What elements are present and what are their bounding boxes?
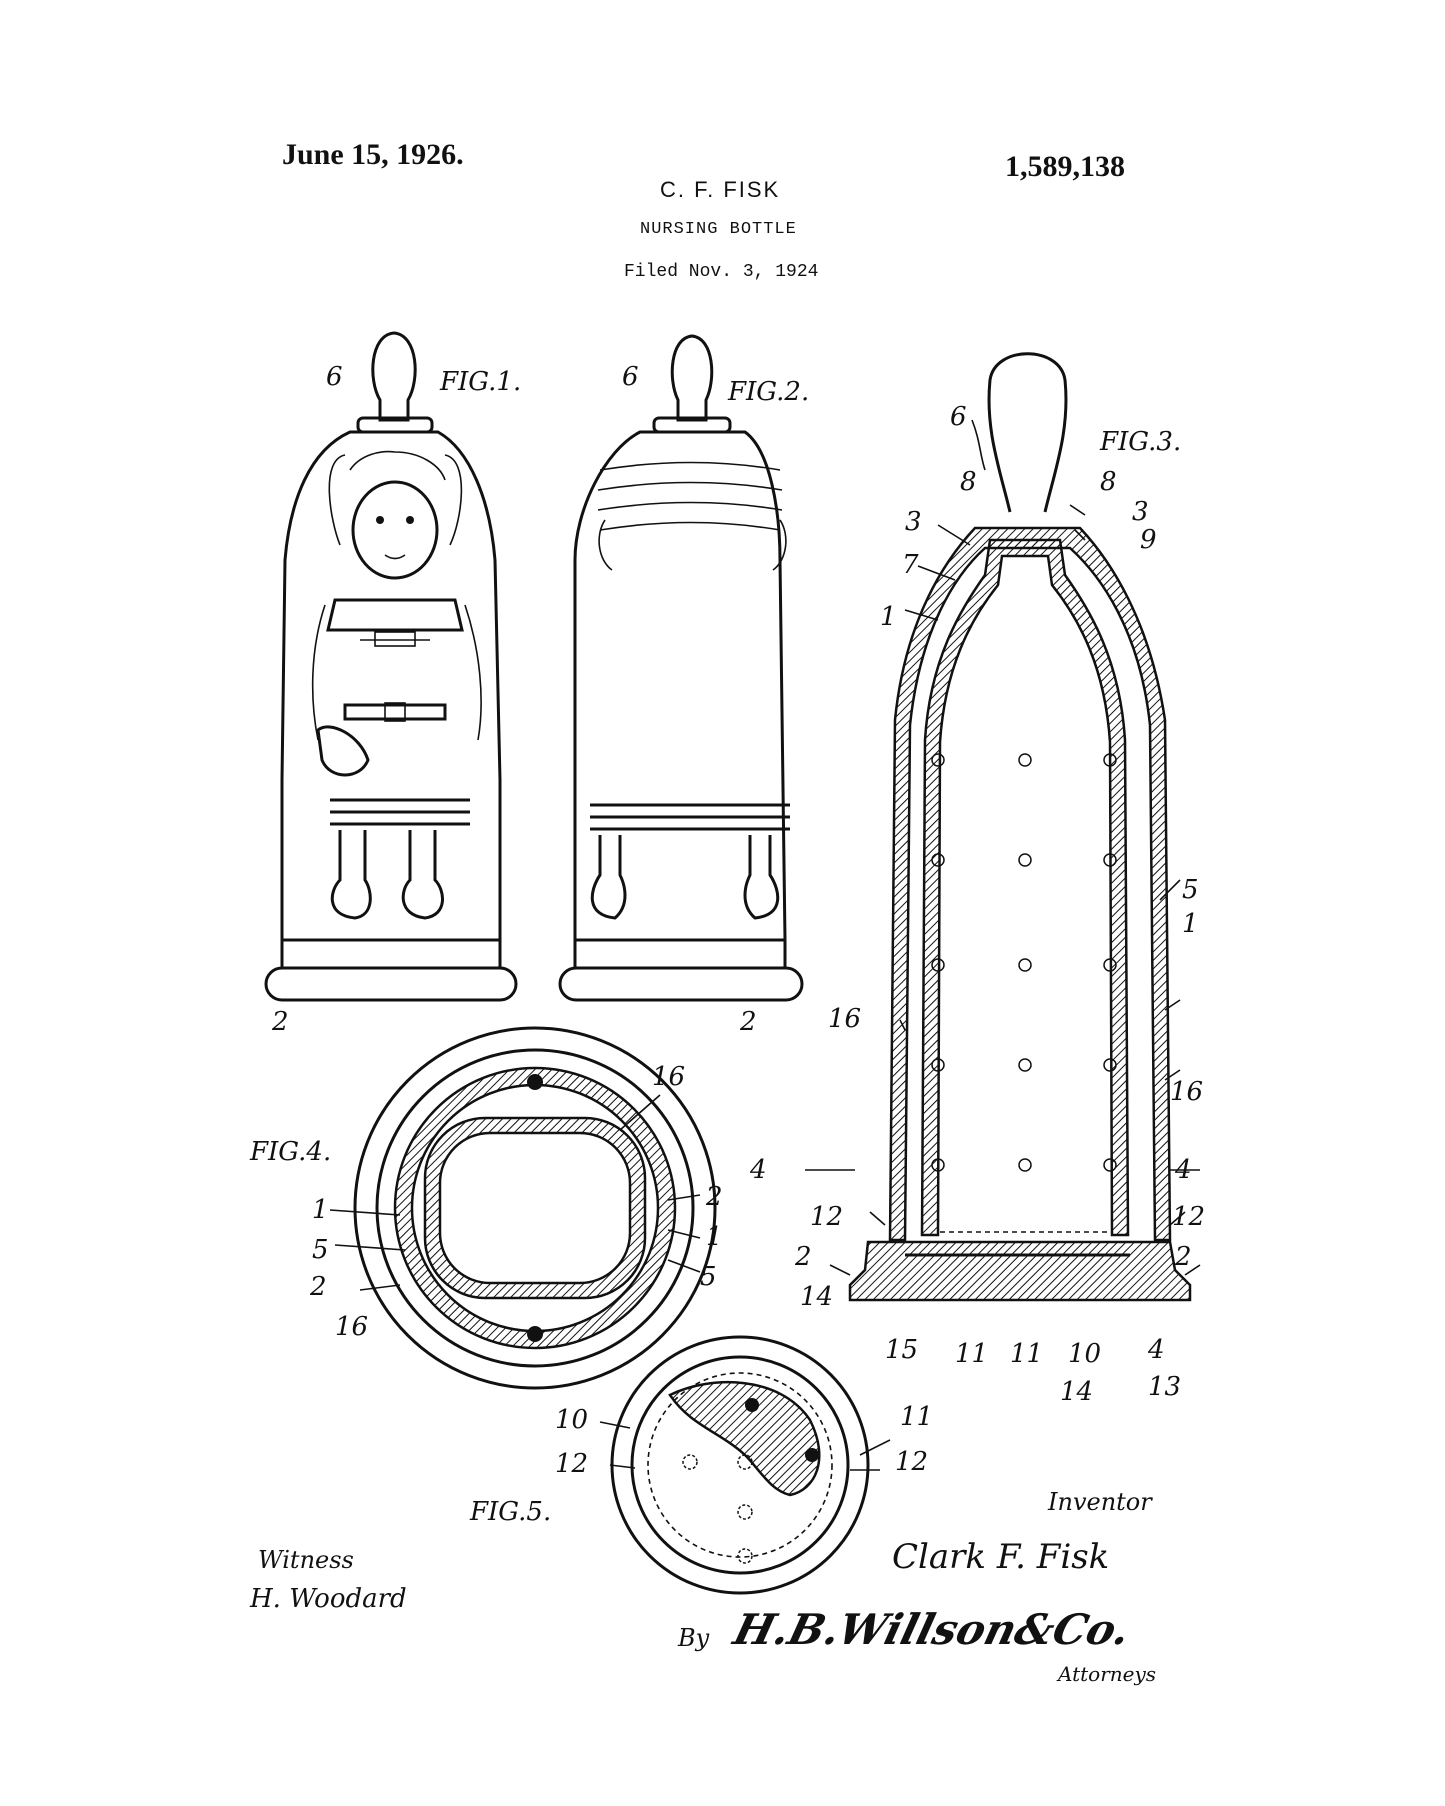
- fig3-ref-2a: 2: [795, 1242, 812, 1272]
- witness-name: H. Woodard: [250, 1584, 407, 1614]
- fig3-ref-15: 15: [885, 1335, 919, 1365]
- fig3-ref-4b: 4: [1175, 1155, 1192, 1185]
- fig3-ref-4a: 4: [750, 1155, 767, 1185]
- fig4-ref-1b: 1: [706, 1222, 723, 1252]
- fig4-ref-1a: 1: [312, 1195, 329, 1225]
- patent-date: June 15, 1926.: [282, 138, 464, 171]
- inventor-label: Inventor: [1048, 1488, 1152, 1516]
- inventor-short-name: C. F. FISK: [660, 177, 781, 202]
- fig4-label: FIG.4.: [250, 1137, 332, 1167]
- fig5-ref-12a: 12: [555, 1449, 589, 1479]
- fig3-ref-3a: 3: [905, 507, 922, 537]
- fig4-ref-2b: 2: [706, 1182, 723, 1212]
- patent-title: NURSING BOTTLE: [640, 220, 797, 239]
- fig3-ref-8a: 8: [960, 467, 977, 497]
- patent-number: 1,589,138: [1005, 150, 1125, 183]
- fig4-ref-16a: 16: [652, 1062, 686, 1092]
- fig2-label: FIG.2.: [728, 377, 810, 407]
- fig5-ref-12b: 12: [895, 1447, 929, 1477]
- by-label: By: [678, 1624, 710, 1652]
- fig3-ref-12b: 12: [1172, 1202, 1206, 1232]
- fig3-ref-3b: 3: [1132, 497, 1149, 527]
- fig3-ref-14b: 14: [1060, 1377, 1094, 1407]
- witness-label: Witness: [258, 1546, 354, 1574]
- fig3-ref-13: 13: [1148, 1372, 1182, 1402]
- fig5-ref-11: 11: [900, 1402, 934, 1432]
- figure-5-base-view: [600, 1337, 890, 1593]
- fig3-ref-2b: 2: [1175, 1242, 1192, 1272]
- fig3-ref-4c: 4: [1148, 1335, 1165, 1365]
- fig5-ref-10: 10: [555, 1405, 589, 1435]
- fig3-label: FIG.3.: [1100, 427, 1182, 457]
- fig3-ref-10: 10: [1068, 1339, 1102, 1369]
- fig3-ref-8b: 8: [1100, 467, 1117, 497]
- fig1-ref-6: 6: [326, 362, 343, 392]
- fig3-ref-11b: 11: [1010, 1339, 1044, 1369]
- inventor-name: Clark F. Fisk: [892, 1537, 1110, 1577]
- fig3-ref-1a: 1: [880, 602, 897, 632]
- attorneys-label: Attorneys: [1058, 1662, 1157, 1686]
- attorney-signature: H.B.Willson&Co.: [728, 1605, 1136, 1654]
- fig4-ref-2a: 2: [310, 1272, 327, 1302]
- fig5-label: FIG.5.: [470, 1497, 552, 1527]
- fig1-ref-2: 2: [272, 1007, 289, 1037]
- fig3-ref-5: 5: [1182, 875, 1199, 905]
- fig3-ref-16a: 16: [828, 1004, 862, 1034]
- fig3-ref-7: 7: [902, 550, 919, 580]
- fig2-ref-6: 6: [622, 362, 639, 392]
- fig4-ref-16b: 16: [335, 1312, 369, 1342]
- fig4-ref-5b: 5: [700, 1262, 717, 1292]
- fig3-ref-14a: 14: [800, 1282, 834, 1312]
- fig4-ref-5a: 5: [312, 1235, 329, 1265]
- fig3-ref-9: 9: [1140, 525, 1157, 555]
- figure-2-side-view: [560, 336, 802, 1000]
- fig3-ref-6: 6: [950, 402, 967, 432]
- fig3-ref-16b: 16: [1170, 1077, 1204, 1107]
- fig3-ref-12a: 12: [810, 1202, 844, 1232]
- fig3-ref-11a: 11: [955, 1339, 989, 1369]
- fig1-label: FIG.1.: [440, 367, 522, 397]
- figure-1-front-view: [266, 333, 516, 1000]
- figure-3-section-view: [805, 354, 1200, 1300]
- filed-date: Filed Nov. 3, 1924: [624, 262, 819, 282]
- fig2-ref-2: 2: [740, 1007, 757, 1037]
- fig3-ref-1b: 1: [1182, 909, 1199, 939]
